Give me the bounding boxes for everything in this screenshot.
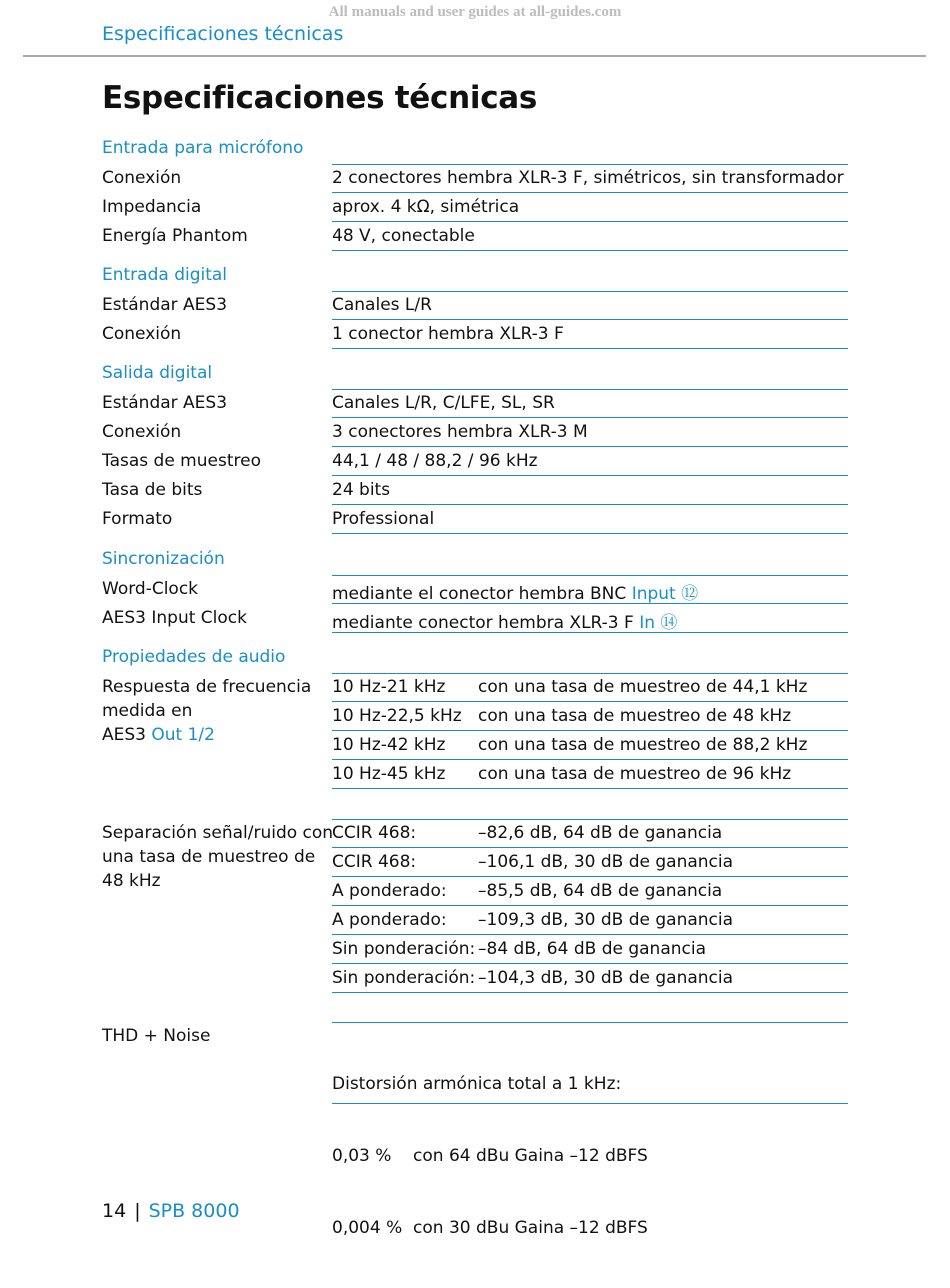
page-title: Especificaciones técnicas xyxy=(102,80,538,116)
snr-value: –106,1 dB, 30 dB de ganancia xyxy=(478,852,734,872)
spec-value: 3 conectores hembra XLR-3 M xyxy=(332,422,588,442)
section-title: Sincronización xyxy=(102,549,225,569)
spec-value: Professional xyxy=(332,509,435,529)
label-line: medida en xyxy=(102,701,193,721)
spec-row xyxy=(102,165,848,193)
spec-row xyxy=(102,223,848,251)
running-head: Especificaciones técnicas xyxy=(102,23,344,45)
spec-label: Conexión xyxy=(102,422,182,442)
model-name: SPB 8000 xyxy=(148,1200,240,1222)
spec-label: Tasas de muestreo xyxy=(102,451,261,471)
spec-row xyxy=(102,605,848,633)
spec-label: Formato xyxy=(102,509,173,529)
snr-value: –84 dB, 64 dB de ganancia xyxy=(478,939,707,959)
spec-row xyxy=(102,194,848,222)
row-rule xyxy=(332,603,848,604)
row-rule xyxy=(332,759,848,760)
spec-value-text: mediante el conector hembra BNC xyxy=(332,584,632,604)
snr-value: –85,5 dB, 64 dB de ganancia xyxy=(478,881,723,901)
freq-row xyxy=(102,703,848,731)
section-title: Propiedades de audio xyxy=(102,647,286,667)
label-line: Separación señal/ruido con xyxy=(102,823,334,843)
spec-value: 24 bits xyxy=(332,480,391,500)
spec-label: Conexión xyxy=(102,324,182,344)
page-footer xyxy=(102,1200,240,1222)
row-rule xyxy=(332,417,848,418)
spec-row xyxy=(102,477,848,505)
watermark: All manuals and user guides at all-guides.com xyxy=(328,4,622,20)
label-line: Respuesta de frecuencia xyxy=(102,677,312,697)
row-rule xyxy=(332,992,848,993)
row-rule xyxy=(332,701,848,702)
freq-range: 10 Hz-21 kHz xyxy=(332,677,446,697)
snr-weighting: A ponderado: xyxy=(332,881,447,901)
row-rule xyxy=(332,847,848,848)
section-title: Entrada digital xyxy=(102,265,228,285)
row-rule xyxy=(332,788,848,789)
thd-line: Distorsión armónica total a 1 kHz: xyxy=(332,1074,622,1094)
snr-weighting: Sin ponderación: xyxy=(332,968,476,988)
section-title: Entrada para micrófono xyxy=(102,138,304,158)
footer-separator: | xyxy=(134,1200,141,1222)
snr-row xyxy=(102,849,848,877)
label-line: una tasa de muestreo de xyxy=(102,847,316,867)
spec-label: Conexión xyxy=(102,168,182,188)
spec-value: 1 conector hembra XLR-3 F xyxy=(332,324,564,344)
row-rule xyxy=(332,446,848,447)
snr-weighting: CCIR 468: xyxy=(332,852,417,872)
spec-value xyxy=(332,608,677,633)
spec-label: Energía Phantom xyxy=(102,226,248,246)
row-rule xyxy=(332,876,848,877)
row-rule xyxy=(332,475,848,476)
snr-value: –82,6 dB, 64 dB de ganancia xyxy=(478,823,723,843)
spec-label: AES3 Input Clock xyxy=(102,608,247,628)
snr-weighting: Sin ponderación: xyxy=(332,939,476,959)
page-number: 14 xyxy=(102,1200,127,1222)
snr-row xyxy=(102,820,848,848)
freq-row xyxy=(102,732,848,760)
input-ref-14: In ⑭ xyxy=(639,613,678,633)
spec-row xyxy=(102,390,848,418)
row-rule xyxy=(332,730,848,731)
row-rule xyxy=(332,504,848,505)
freq-desc: con una tasa de muestreo de 48 kHz xyxy=(478,706,792,726)
row-rule xyxy=(332,632,848,633)
row-rule xyxy=(332,250,848,251)
spec-value: 48 V, conectable xyxy=(332,226,475,246)
freq-desc: con una tasa de muestreo de 44,1 kHz xyxy=(478,677,808,697)
thd-value xyxy=(332,1024,648,1288)
snr-row xyxy=(102,878,848,906)
row-rule xyxy=(332,533,848,534)
section-title: Salida digital xyxy=(102,363,213,383)
spec-label: Impedancia xyxy=(102,197,202,217)
snr-weighting: A ponderado: xyxy=(332,910,447,930)
label-line: 48 kHz xyxy=(102,871,161,891)
spec-row xyxy=(102,292,848,320)
spec-row xyxy=(102,448,848,476)
freq-range: 10 Hz-42 kHz xyxy=(332,735,446,755)
freq-row xyxy=(102,674,848,702)
freq-range: 10 Hz-45 kHz xyxy=(332,764,446,784)
output-ref: Out 1/2 xyxy=(151,725,215,745)
spec-value xyxy=(332,579,698,604)
thd-line: 0,03 % con 64 dBu Gaina –12 dBFS xyxy=(332,1146,648,1166)
freq-desc: con una tasa de muestreo de 96 kHz xyxy=(478,764,792,784)
spec-value-text: mediante conector hembra XLR-3 F xyxy=(332,613,640,633)
spec-label: Word-Clock xyxy=(102,579,199,599)
row-rule xyxy=(332,934,848,935)
spec-value: Canales L/R, C/LFE, SL, SR xyxy=(332,393,555,413)
freq-range: 10 Hz-22,5 kHz xyxy=(332,706,462,726)
snr-row xyxy=(102,965,848,993)
spec-value: Canales L/R xyxy=(332,295,432,315)
snr-value: –109,3 dB, 30 dB de ganancia xyxy=(478,910,734,930)
label-text: AES3 xyxy=(102,725,152,745)
freq-desc: con una tasa de muestreo de 88,2 kHz xyxy=(478,735,808,755)
thd-line: 0,004 % con 30 dBu Gaina –12 dBFS xyxy=(332,1218,648,1238)
row-rule xyxy=(332,905,848,906)
row-rule xyxy=(332,963,848,964)
spec-value: 44,1 / 48 / 88,2 / 96 kHz xyxy=(332,451,538,471)
snr-value: –104,3 dB, 30 dB de ganancia xyxy=(478,968,734,988)
row-rule xyxy=(332,348,848,349)
group-rule xyxy=(332,1022,848,1023)
input-ref-12: Input ⑫ xyxy=(631,584,699,604)
spec-row xyxy=(102,576,848,604)
row-rule xyxy=(332,221,848,222)
freq-row xyxy=(102,761,848,789)
spec-label: Estándar AES3 xyxy=(102,393,228,413)
row-rule xyxy=(332,192,848,193)
group-rule xyxy=(332,1103,848,1104)
snr-weighting: CCIR 468: xyxy=(332,823,417,843)
snr-row xyxy=(102,907,848,935)
spec-row xyxy=(102,419,848,447)
spec-value: aprox. 4 kΩ, simétrica xyxy=(332,197,520,217)
spec-label: Estándar AES3 xyxy=(102,295,228,315)
spec-row xyxy=(102,506,848,534)
spec-value: 2 conectores hembra XLR-3 F, simétricos, sin transformador xyxy=(332,168,844,188)
spec-row xyxy=(102,321,848,349)
snr-row xyxy=(102,936,848,964)
header-divider xyxy=(23,55,926,57)
row-rule xyxy=(332,319,848,320)
spec-label: Tasa de bits xyxy=(102,480,203,500)
thd-label: THD + Noise xyxy=(102,1026,211,1046)
